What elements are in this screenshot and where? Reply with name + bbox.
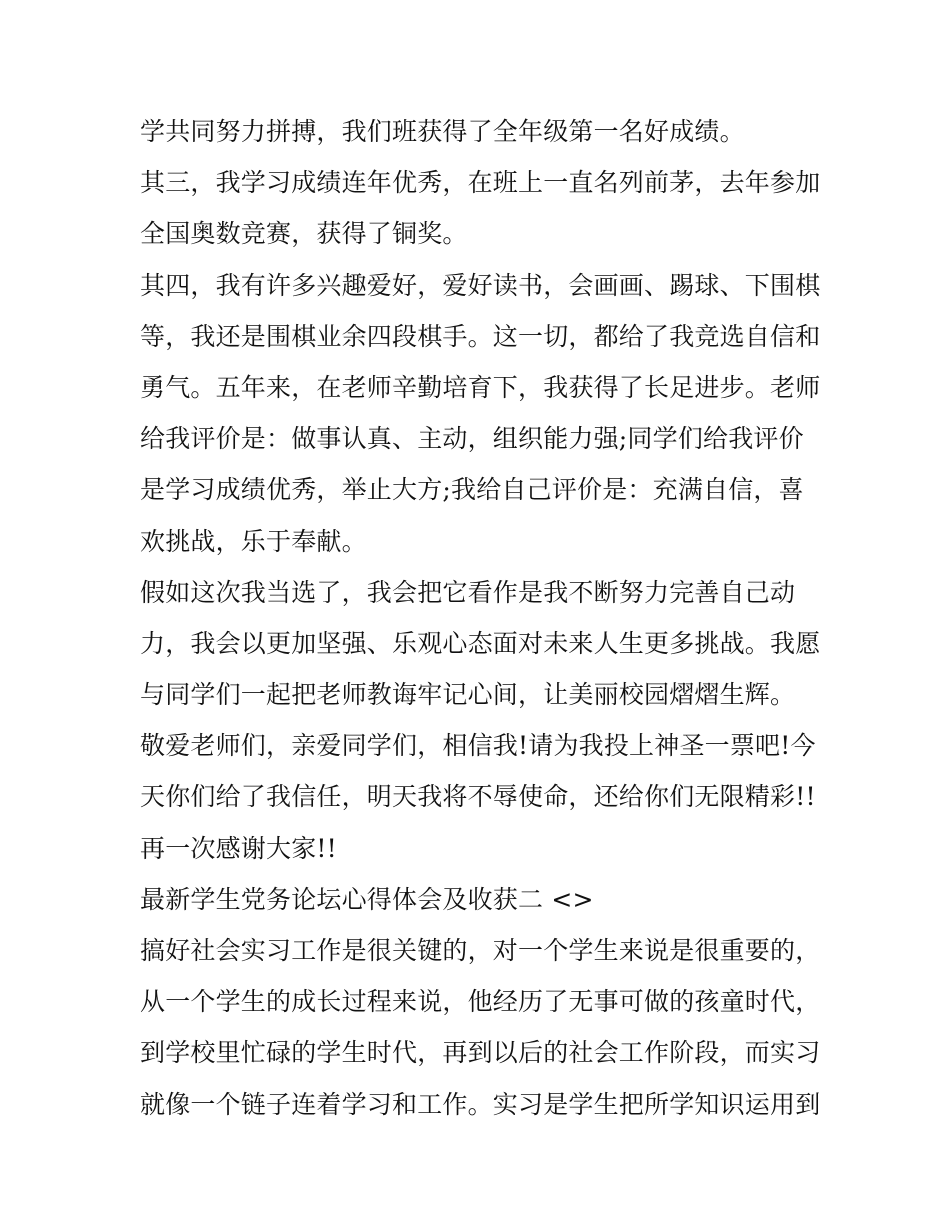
text-line: 全国奥数竞赛，获得了铜奖。 [140,219,468,249]
text-line: 敬爱老师们，亲爱同学们，相信我!请为我投上神圣一票吧!今 [140,731,816,761]
text-line: 再一次感谢大家!! [140,833,337,863]
text-line: 从一个学生的成长过程来说，他经历了无事可做的孩童时代， [140,987,821,1017]
text-line: 其三，我学习成绩连年优秀，在班上一直名列前茅，去年参加 [140,168,821,198]
text-line: 假如这次我当选了，我会把它看作是我不断努力完善自己动 [140,577,796,607]
text-line: 欢挑战，乐于奉献。 [140,526,367,556]
text-line: 学共同努力拼搏，我们班获得了全年级第一名好成绩。 [140,117,745,146]
section-heading: 最新学生党务论坛心得体会及收获二 <> [140,884,594,914]
text-line: 力，我会以更加坚强、乐观心态面对未来人生更多挑战。我愿 [140,628,821,658]
text-line: 其四，我有许多兴趣爱好，爱好读书，会画画、踢球、下围棋 [140,270,821,300]
text-line: 勇气。五年来，在老师辛勤培育下，我获得了长足进步。老师 [140,372,821,402]
text-line: 与同学们一起把老师教诲牢记心间，让美丽校园熠熠生辉。 [140,680,796,710]
text-line: 搞好社会实习工作是很关键的，对一个学生来说是很重要的， [140,936,821,965]
text-line: 等，我还是围棋业余四段棋手。这一切，都给了我竞选自信和 [140,321,821,351]
text-line: 到学校里忙碌的学生时代，再到以后的社会工作阶段，而实习 [140,1038,821,1068]
document-body [140,106,820,1130]
text-line: 给我评价是：做事认真、主动，组织能力强;同学们给我评价 [140,424,804,454]
text-line: 是学习成绩优秀，举止大方;我给自己评价是：充满自信，喜 [140,475,804,505]
text-line: 就像一个链子连着学习和工作。实习是学生把所学知识运用到 [140,1089,821,1119]
text-line: 天你们给了我信任，明天我将不辱使命，还给你们无限精彩!! [140,782,816,812]
